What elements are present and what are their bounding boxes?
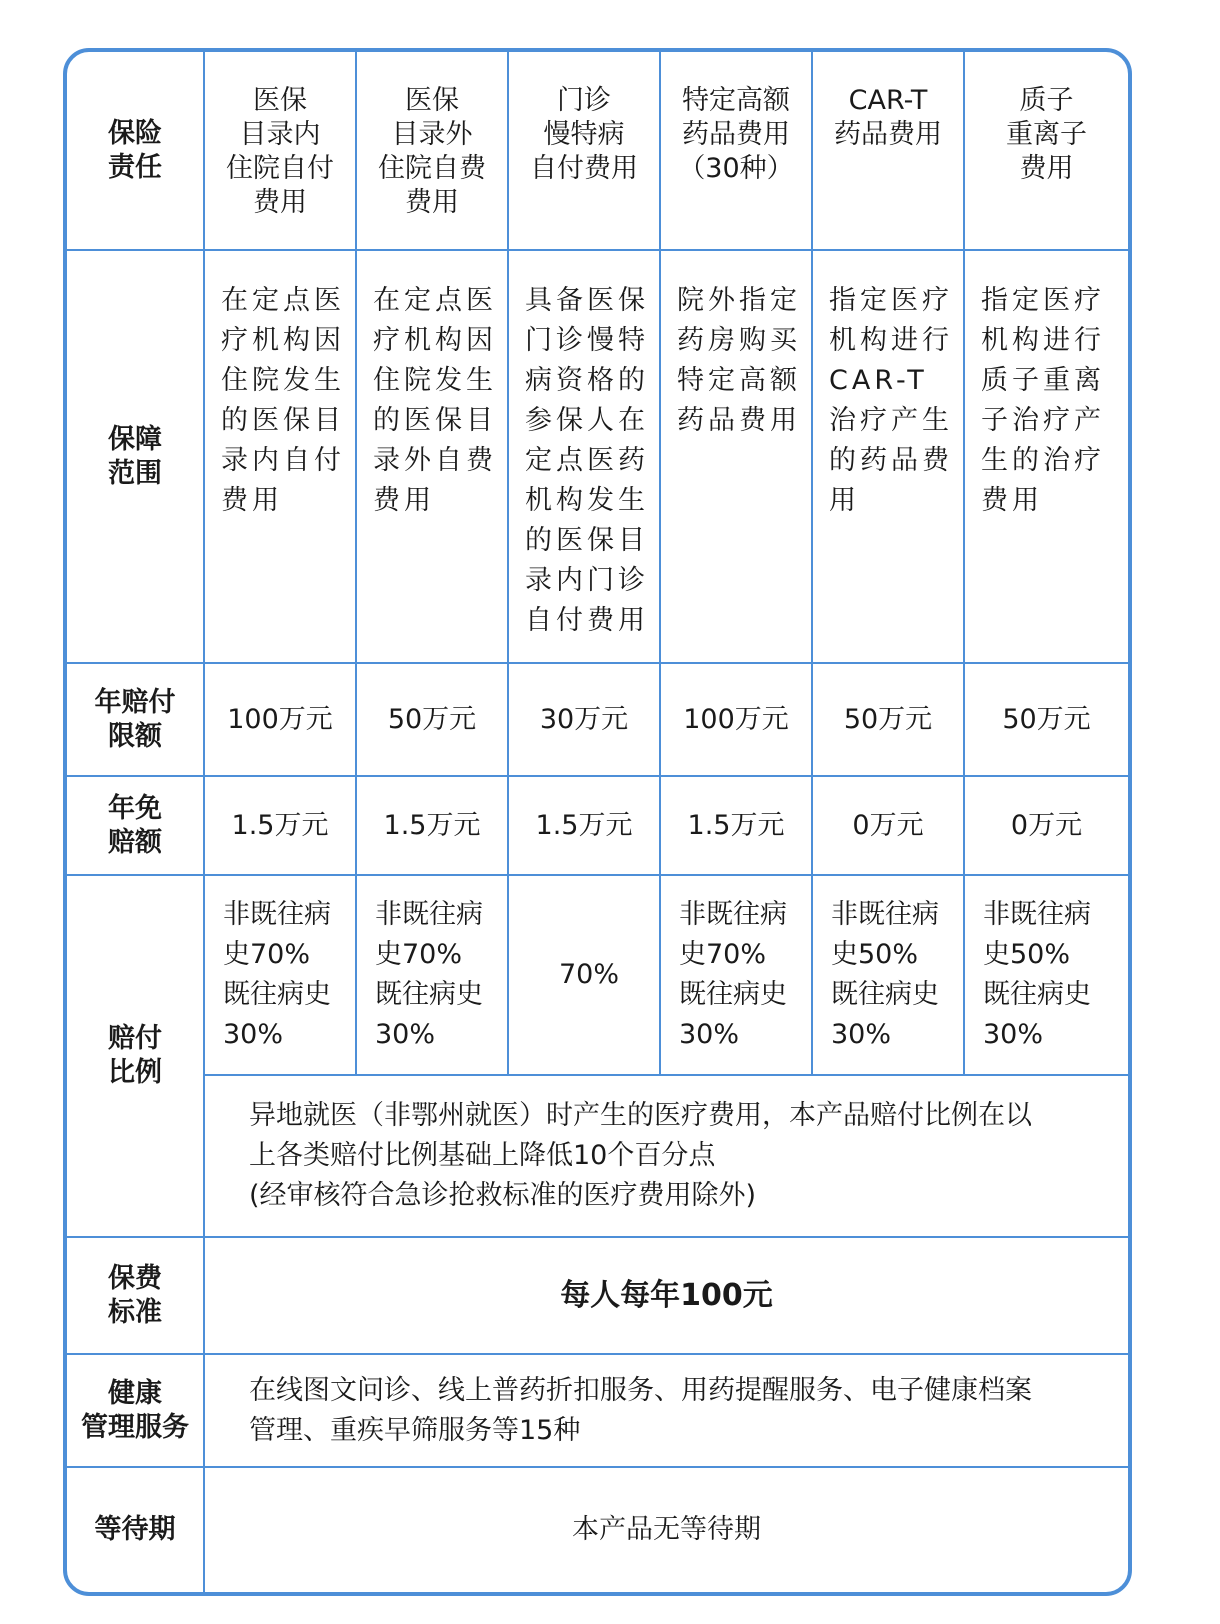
ratio-note-row — [67, 1075, 1128, 1237]
limit-cell: 50万元 — [356, 663, 508, 776]
deductible-cell: 1.5万元 — [508, 776, 660, 875]
scope-cell: 具备医保门诊慢特病资格的参保人在定点医药机构发生的医保目录内门诊自付费用 — [508, 250, 660, 663]
ratio-cell: 70% — [508, 875, 660, 1075]
insurance-table-frame — [63, 48, 1132, 1596]
column-header-car-t: CAR-T 药品费用 — [812, 52, 964, 250]
row-header-ratio: 赔付 比例 — [67, 875, 204, 1237]
row-header-responsibility: 保险 责任 — [67, 52, 204, 250]
ratio-cell: 非既往病 史50% 既往病史 30% — [812, 875, 964, 1075]
annual-limit-row — [67, 663, 1128, 776]
health-service-row — [67, 1354, 1128, 1467]
column-header-inpatient-out-catalog: 医保 目录外 住院自费 费用 — [356, 52, 508, 250]
ratio-cell: 非既往病 史70% 既往病史 30% — [356, 875, 508, 1075]
scope-cell: 指定医疗机构进行CAR-T治疗产生的药品费用 — [812, 250, 964, 663]
ratio-cell: 非既往病 史50% 既往病史 30% — [964, 875, 1128, 1075]
deductible-cell: 0万元 — [964, 776, 1128, 875]
premium-value: 每人每年100元 — [204, 1237, 1128, 1354]
waiting-period-value: 本产品无等待期 — [204, 1467, 1128, 1592]
limit-cell: 50万元 — [812, 663, 964, 776]
scope-cell: 指定医疗机构进行质子重离子治疗产生的治疗费用 — [964, 250, 1128, 663]
scope-row — [67, 250, 1128, 663]
ratio-note: 异地就医（非鄂州就医）时产生的医疗费用，本产品赔付比例在以 上各类赔付比例基础上降低10个百分点 (经审核符合急诊抢救标准的医疗费用除外) — [204, 1075, 1128, 1237]
responsibility-row — [67, 52, 1128, 250]
deductible-cell: 0万元 — [812, 776, 964, 875]
ratio-row — [67, 875, 1128, 1075]
row-header-waiting-period: 等待期 — [67, 1467, 204, 1592]
ratio-cell: 非既往病 史70% 既往病史 30% — [204, 875, 356, 1075]
waiting-period-row — [67, 1467, 1128, 1592]
health-service-value: 在线图文问诊、线上普药折扣服务、用药提醒服务、电子健康档案 管理、重疾早筛服务等15种 — [204, 1354, 1128, 1467]
column-header-specific-drugs: 特定高额 药品费用 （30种） — [660, 52, 812, 250]
row-header-deductible: 年免 赔额 — [67, 776, 204, 875]
ratio-cell: 非既往病 史70% 既往病史 30% — [660, 875, 812, 1075]
row-header-annual-limit: 年赔付 限额 — [67, 663, 204, 776]
insurance-benefit-table — [67, 52, 1128, 1592]
column-header-inpatient-in-catalog: 医保 目录内 住院自付 费用 — [204, 52, 356, 250]
limit-cell: 50万元 — [964, 663, 1128, 776]
row-header-scope: 保障 范围 — [67, 250, 204, 663]
limit-cell: 100万元 — [204, 663, 356, 776]
row-header-premium: 保费 标准 — [67, 1237, 204, 1354]
row-header-health-service: 健康 管理服务 — [67, 1354, 204, 1467]
deductible-cell: 1.5万元 — [204, 776, 356, 875]
scope-cell: 院外指定药房购买特定高额药品费用 — [660, 250, 812, 663]
scope-cell: 在定点医疗机构因住院发生的医保目录外自费费用 — [356, 250, 508, 663]
premium-row — [67, 1237, 1128, 1354]
limit-cell: 30万元 — [508, 663, 660, 776]
deductible-row — [67, 776, 1128, 875]
column-header-outpatient-chronic: 门诊 慢特病 自付费用 — [508, 52, 660, 250]
deductible-cell: 1.5万元 — [356, 776, 508, 875]
limit-cell: 100万元 — [660, 663, 812, 776]
deductible-cell: 1.5万元 — [660, 776, 812, 875]
scope-cell: 在定点医疗机构因住院发生的医保目录内自付费用 — [204, 250, 356, 663]
column-header-proton-heavy-ion: 质子 重离子 费用 — [964, 52, 1128, 250]
